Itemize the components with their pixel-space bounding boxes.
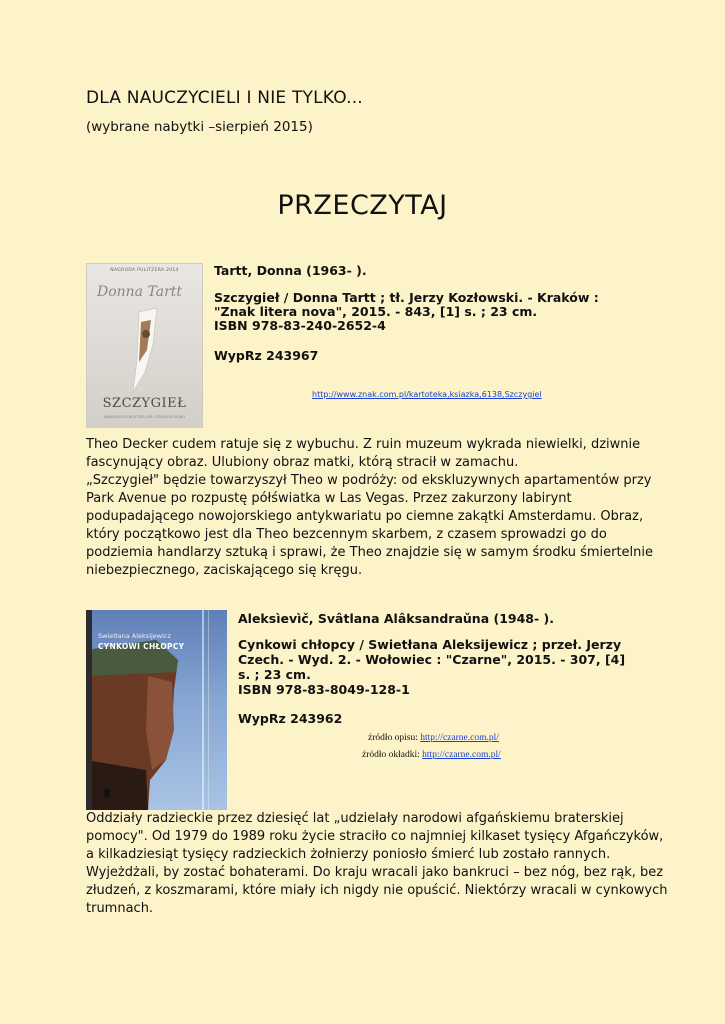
cover-title: SZCZYGIEŁ bbox=[102, 396, 187, 411]
cover-tagline: NAJWIĘKSZY BESTSELLER LITERACKI ROKU bbox=[103, 414, 186, 419]
source-description-label: źródło opisu: bbox=[368, 733, 421, 743]
book-signature: WypRz 243962 bbox=[238, 711, 343, 726]
book-description-line: podziemia handlarzy sztuką i sprawi, że Theo znajdzie się w samym środku śmiertelnie bbox=[86, 545, 654, 560]
book-record-line: Szczygieł / Donna Tartt ; tł. Jerzy Kozłowski. - Kraków : bbox=[214, 290, 599, 305]
book-cover-szczygiel bbox=[86, 263, 203, 428]
book-record-line: s. ; 23 cm. bbox=[238, 667, 311, 682]
book-description-line: Oddziały radzieckie przez dziesięć lat „udzielały narodowi afgańskiemu braterskiej bbox=[86, 811, 624, 826]
source-description-link[interactable]: http://czarne.com.pl/ bbox=[420, 733, 499, 743]
book-description-line: a kilkadziesiąt tysięcy radzieckich żołnierzy poniosło śmierć lub zostało rannych. bbox=[86, 847, 611, 862]
source-cover bbox=[362, 750, 501, 760]
book-signature: WypRz 243967 bbox=[214, 348, 319, 363]
header-subtitle: (wybrane nabytki –sierpień 2015) bbox=[86, 119, 313, 135]
cover-author: Swietłana Aleksijewicz bbox=[98, 632, 171, 640]
cover-title: CYNKOWI CHŁOPCY bbox=[98, 642, 185, 651]
book-description-line: Park Avenue po rozpustę półświatka w Las Vegas. Przez zakurzony labirynt bbox=[86, 491, 572, 506]
book-description-line: Theo Decker cudem ratuje się z wybuchu. Z ruin muzeum wykrada niewielki, dziwnie bbox=[86, 437, 641, 452]
book-description-line: niebezpiecznego, zaciskającego się kręgu. bbox=[86, 563, 363, 578]
book-cover-cynkowi-chlopcy bbox=[86, 610, 227, 810]
book-description-line: trumnach. bbox=[86, 901, 154, 916]
book-description-line: Wyjeżdżali, by zostać bohaterami. Do kraju wracali jako bankruci – bez nóg, bez rąk, bez bbox=[86, 865, 664, 880]
book-isbn: ISBN 978-83-8049-128-1 bbox=[238, 682, 410, 697]
book-description-line: złudzeń, z koszmarami, które miały ich nigdy nie opuścić. Niektórzy wracali w cynkowych bbox=[86, 883, 668, 898]
soldier-portrait-icon bbox=[86, 610, 227, 810]
cover-author: Donna Tartt bbox=[97, 284, 183, 300]
book-record-line: Czech. - Wyd. 2. - Wołowiec : "Czarne", 2015. - 307, [4] bbox=[238, 652, 626, 667]
book-description-line: „Szczygieł" będzie towarzyszył Theo w podróży: od ekskluzywnych apartamentów przy bbox=[86, 473, 652, 488]
book-link[interactable]: http://www.znak.com.pl/kartoteka,ksiazka,6138,Szczygiel bbox=[312, 390, 542, 399]
book-author: Aleksìevìč, Svâtlana Alâksandraǔna (1948- ). bbox=[238, 611, 554, 626]
book-description-line: podupadającego nowojorskiego antykwariatu po ciemne zakątki Amsterdamu. Obraz, bbox=[86, 509, 644, 524]
source-description bbox=[368, 733, 499, 743]
cover-award: NAGRODA PULITZERA 2014 bbox=[110, 268, 179, 273]
source-cover-link[interactable]: http://czarne.com.pl/ bbox=[422, 750, 501, 760]
book-description-line: pomocy". Od 1979 do 1989 roku życie straciło co najmniej kilkaset tysięcy Afgańczyków, bbox=[86, 829, 664, 844]
header-title: DLA NAUCZYCIELI I NIE TYLKO... bbox=[86, 88, 363, 108]
book-description-line: który początkowo jest dla Theo bezcennym skarbem, z czasem sprowadzi go do bbox=[86, 527, 607, 542]
book-author: Tartt, Donna (1963- ). bbox=[214, 263, 367, 278]
publisher-logo-icon bbox=[104, 788, 110, 798]
book-record-line: Cynkowi chłopcy / Swietłana Aleksijewicz ; przeł. Jerzy bbox=[238, 637, 622, 652]
book-description-line: fascynujący obraz. Ulubiony obraz matki, którą stracił w zamachu. bbox=[86, 455, 519, 470]
book-record-line: "Znak litera nova", 2015. - 843, [1] s. ; 23 cm. bbox=[214, 304, 538, 319]
page-title: PRZECZYTAJ bbox=[277, 190, 448, 221]
book-isbn: ISBN 978-83-240-2652-4 bbox=[214, 318, 386, 333]
source-cover-label: źródło okładki: bbox=[362, 750, 423, 760]
